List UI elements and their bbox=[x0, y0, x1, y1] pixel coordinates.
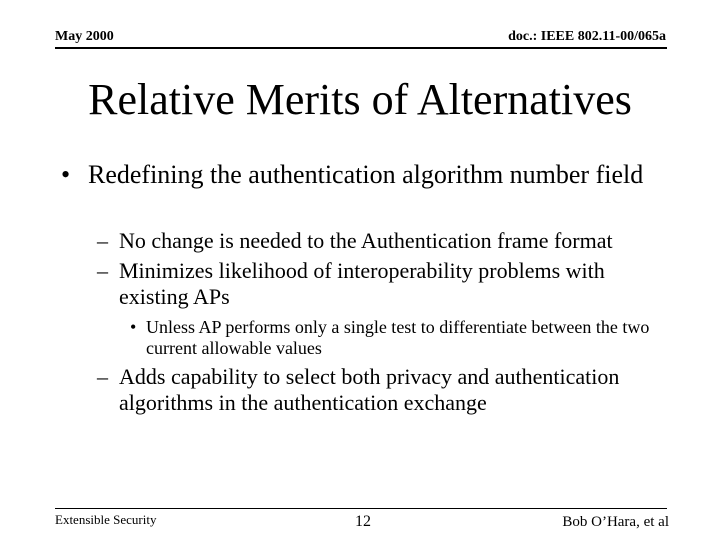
sub-bullet-text: Minimizes likelihood of interoperability problems with existing APs bbox=[119, 258, 605, 309]
slide-title: Relative Merits of Alternatives bbox=[88, 75, 632, 124]
sub-bullet-text: Adds capability to select both privacy and authentication algorithms in the authentication exchange bbox=[119, 364, 620, 415]
sub-sub-bullet-item bbox=[130, 317, 670, 359]
header-doc-id: doc.: IEEE 802.11-00/065a bbox=[508, 29, 666, 44]
bullet-marker: • bbox=[61, 160, 71, 189]
footer-author: Bob O’Hara, et al bbox=[562, 514, 669, 530]
sub-bullet-item bbox=[97, 258, 677, 310]
dash-marker: – bbox=[97, 258, 108, 283]
sub-bullet-item bbox=[97, 364, 677, 416]
footer-left-text: Extensible Security bbox=[55, 512, 157, 527]
sub-bullet-text: No change is needed to the Authentication frame format bbox=[119, 228, 613, 253]
page-number: 12 bbox=[355, 513, 371, 530]
dash-marker: – bbox=[97, 364, 108, 389]
header-date: May 2000 bbox=[55, 29, 114, 44]
bullet-marker: • bbox=[130, 317, 137, 337]
header-rule bbox=[55, 47, 667, 49]
bullet-item bbox=[61, 160, 661, 189]
dash-marker: – bbox=[97, 228, 108, 253]
bullet-text: Redefining the authentication algorithm number field bbox=[88, 160, 644, 189]
footer-rule bbox=[55, 508, 667, 509]
sub-bullet-item bbox=[97, 228, 677, 254]
sub-sub-bullet-text: Unless AP performs only a single test to differentiate between the two current allowable values bbox=[146, 317, 650, 358]
